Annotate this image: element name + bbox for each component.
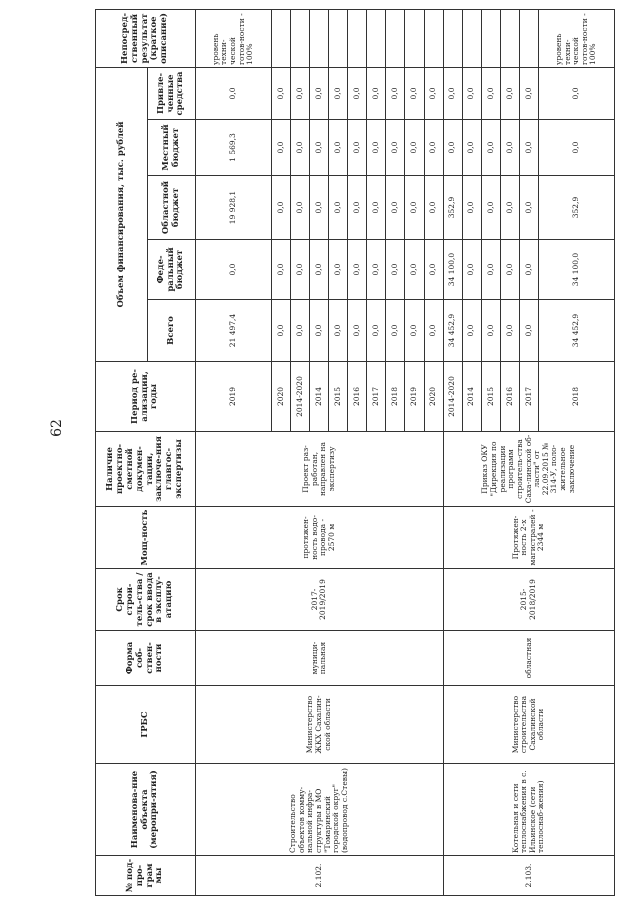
fed-cell: 0,0 [481, 240, 500, 300]
mest-cell: 0,0 [539, 120, 615, 176]
fed-cell: 0,0 [367, 240, 386, 300]
no-cell: 2.102. [196, 856, 444, 896]
table-row [443, 9, 462, 895]
period-cell: 2017 [520, 362, 539, 432]
mest-cell: 0,0 [500, 120, 519, 176]
fed-cell: 0,0 [462, 240, 481, 300]
period-cell: 2017 [367, 362, 386, 432]
priv-cell: 0,0 [367, 67, 386, 119]
mest-cell: 0,0 [386, 120, 405, 176]
period-cell: 2020 [424, 362, 443, 432]
priv-cell: 0,0 [405, 67, 424, 119]
period-cell: 2019 [196, 362, 272, 432]
total-cell: 0,0 [367, 300, 386, 362]
obl-cell: 352,9 [539, 176, 615, 240]
result-cell [443, 9, 462, 67]
header-form: Форма соб-ствен-ности [96, 631, 196, 686]
total-cell: 0,0 [386, 300, 405, 362]
priv-cell: 0,0 [290, 67, 309, 119]
header-priv: Привле-ченные средства [148, 67, 196, 119]
priv-cell: 0,0 [424, 67, 443, 119]
result-cell [367, 9, 386, 67]
period-cell: 2019 [405, 362, 424, 432]
total-cell: 0,0 [309, 300, 328, 362]
mest-cell: 0,0 [309, 120, 328, 176]
financing-table [95, 9, 615, 896]
period-cell: 2018 [539, 362, 615, 432]
period-cell: 2016 [500, 362, 519, 432]
result-cell [348, 9, 367, 67]
obl-cell: 0,0 [367, 176, 386, 240]
period-cell: 2015 [329, 362, 348, 432]
header-power: Мощ-ность [96, 507, 196, 569]
total-cell: 0,0 [405, 300, 424, 362]
priv-cell: 0,0 [462, 67, 481, 119]
obl-cell: 0,0 [424, 176, 443, 240]
obl-cell: 0,0 [348, 176, 367, 240]
priv-cell: 0,0 [500, 67, 519, 119]
obl-cell: 0,0 [520, 176, 539, 240]
total-cell: 0,0 [462, 300, 481, 362]
fed-cell: 0,0 [290, 240, 309, 300]
priv-cell: 0,0 [520, 67, 539, 119]
header-obl: Областной бюджет [148, 176, 196, 240]
grbs-cell: Министерство ЖКХ Сахалин-ской области [196, 686, 444, 764]
fed-cell: 0,0 [405, 240, 424, 300]
form-cell: областная [443, 631, 614, 686]
result-cell [462, 9, 481, 67]
name-cell: Котельная и сети теплоснабжения в с. Ильинское (сети теплоснаб-жения) [443, 764, 614, 856]
name-cell: Строительство объектов комму-нальной инфра-структуры в МО "Томаринский городской округ" (водопровод с.Стевы) [196, 764, 444, 856]
fed-cell: 0,0 [271, 240, 290, 300]
obl-cell: 19 928,1 [196, 176, 272, 240]
form-cell: муници-пальная [196, 631, 444, 686]
priv-cell: 0,0 [348, 67, 367, 119]
header-mest: Местный бюджет [148, 120, 196, 176]
total-cell: 0,0 [424, 300, 443, 362]
result-cell [329, 9, 348, 67]
obl-cell: 0,0 [405, 176, 424, 240]
obl-cell: 0,0 [271, 176, 290, 240]
mest-cell: 0,0 [443, 120, 462, 176]
obl-cell: 0,0 [290, 176, 309, 240]
fed-cell: 0,0 [348, 240, 367, 300]
result-cell [290, 9, 309, 67]
period-cell: 2014 [462, 362, 481, 432]
total-cell: 21 497,4 [196, 300, 272, 362]
result-cell: уровень техни-ческой готов-ности - 100% [196, 9, 272, 67]
priv-cell: 0,0 [196, 67, 272, 119]
docs-cell: Проект раз-работан, направлен на экспертизу [196, 432, 444, 507]
power-cell: протяжен-ность водо-провода - 2570 м [196, 507, 444, 569]
term-cell: 2015-2018/2019 [443, 569, 614, 631]
total-cell: 34 452,9 [539, 300, 615, 362]
obl-cell: 0,0 [329, 176, 348, 240]
header-total: Всего [148, 300, 196, 362]
rotated-table-wrapper [95, 10, 615, 896]
mest-cell: 0,0 [481, 120, 500, 176]
total-cell: 34 452,9 [443, 300, 462, 362]
mest-cell: 0,0 [424, 120, 443, 176]
total-cell: 0,0 [500, 300, 519, 362]
result-cell [405, 9, 424, 67]
obl-cell: 0,0 [481, 176, 500, 240]
fed-cell: 0,0 [500, 240, 519, 300]
header-finance: Объем финансирования, тыс. рублей [96, 67, 148, 361]
priv-cell: 0,0 [443, 67, 462, 119]
total-cell: 0,0 [481, 300, 500, 362]
mest-cell: 0,0 [290, 120, 309, 176]
priv-cell: 0,0 [539, 67, 615, 119]
priv-cell: 0,0 [309, 67, 328, 119]
priv-cell: 0,0 [329, 67, 348, 119]
priv-cell: 0,0 [386, 67, 405, 119]
result-cell [481, 9, 500, 67]
period-cell: 2020 [271, 362, 290, 432]
total-cell: 0,0 [348, 300, 367, 362]
result-cell [271, 9, 290, 67]
fed-cell: 34 100,0 [443, 240, 462, 300]
fed-cell: 0,0 [386, 240, 405, 300]
total-cell: 0,0 [329, 300, 348, 362]
fed-cell: 0,0 [424, 240, 443, 300]
obl-cell: 0,0 [309, 176, 328, 240]
header-grbs: ГРБС [96, 686, 196, 764]
obl-cell: 0,0 [462, 176, 481, 240]
period-cell: 2018 [386, 362, 405, 432]
priv-cell: 0,0 [271, 67, 290, 119]
fed-cell: 0,0 [329, 240, 348, 300]
mest-cell: 0,0 [462, 120, 481, 176]
priv-cell: 0,0 [481, 67, 500, 119]
header-name: Наименова-ние объекта (меропри-ятия) [96, 764, 196, 856]
obl-cell: 352,9 [443, 176, 462, 240]
result-cell [520, 9, 539, 67]
result-cell [386, 9, 405, 67]
header-period: Период ре-ализации, годы [96, 362, 196, 432]
header-result: Непосред-ственный результат (краткое описание) [96, 9, 196, 67]
fed-cell: 0,0 [196, 240, 272, 300]
mest-cell: 0,0 [405, 120, 424, 176]
obl-cell: 0,0 [500, 176, 519, 240]
grbs-cell: Министерство строительства Сахалинской области [443, 686, 614, 764]
result-cell [309, 9, 328, 67]
total-cell: 0,0 [271, 300, 290, 362]
docs-cell: Приказ ОКУ "Дирекция по реализации программ строитель-ства Саха-линской об-ласти" от 22.09.2015 № 314-У, поло-жительное заключение [443, 432, 614, 507]
result-cell: уровень техни-ческой готов-ности - 100% [539, 9, 615, 67]
fed-cell: 0,0 [520, 240, 539, 300]
period-cell: 2014-2020 [290, 362, 309, 432]
period-cell: 2015 [481, 362, 500, 432]
fed-cell: 34 100,0 [539, 240, 615, 300]
header-docs: Наличие проектно-сметной докумен-тации, заключе-ния главгос-экспертизы [96, 432, 196, 507]
mest-cell: 0,0 [367, 120, 386, 176]
header-term: Срок строи-тель-ства / срок ввода в эксплу-атацию [96, 569, 196, 631]
total-cell: 0,0 [520, 300, 539, 362]
mest-cell: 0,0 [271, 120, 290, 176]
result-cell [500, 9, 519, 67]
period-cell: 2014 [309, 362, 328, 432]
period-cell: 2014-2020 [443, 362, 462, 432]
total-cell: 0,0 [290, 300, 309, 362]
page-number: 62 [48, 419, 65, 437]
table-row [196, 9, 272, 895]
header-no: № под-про-грам мы [96, 856, 196, 896]
header-fed: Феде-ральный бюджет [148, 240, 196, 300]
power-cell: Протяжен-ность 2-х магистралей - 2344 м [443, 507, 614, 569]
result-cell [424, 9, 443, 67]
no-cell: 2.103. [443, 856, 614, 896]
obl-cell: 0,0 [386, 176, 405, 240]
fed-cell: 0,0 [309, 240, 328, 300]
term-cell: 2017-2019/2019 [196, 569, 444, 631]
table-body [196, 9, 615, 895]
mest-cell: 0,0 [520, 120, 539, 176]
mest-cell: 0,0 [329, 120, 348, 176]
mest-cell: 1 569,3 [196, 120, 272, 176]
period-cell: 2016 [348, 362, 367, 432]
mest-cell: 0,0 [348, 120, 367, 176]
